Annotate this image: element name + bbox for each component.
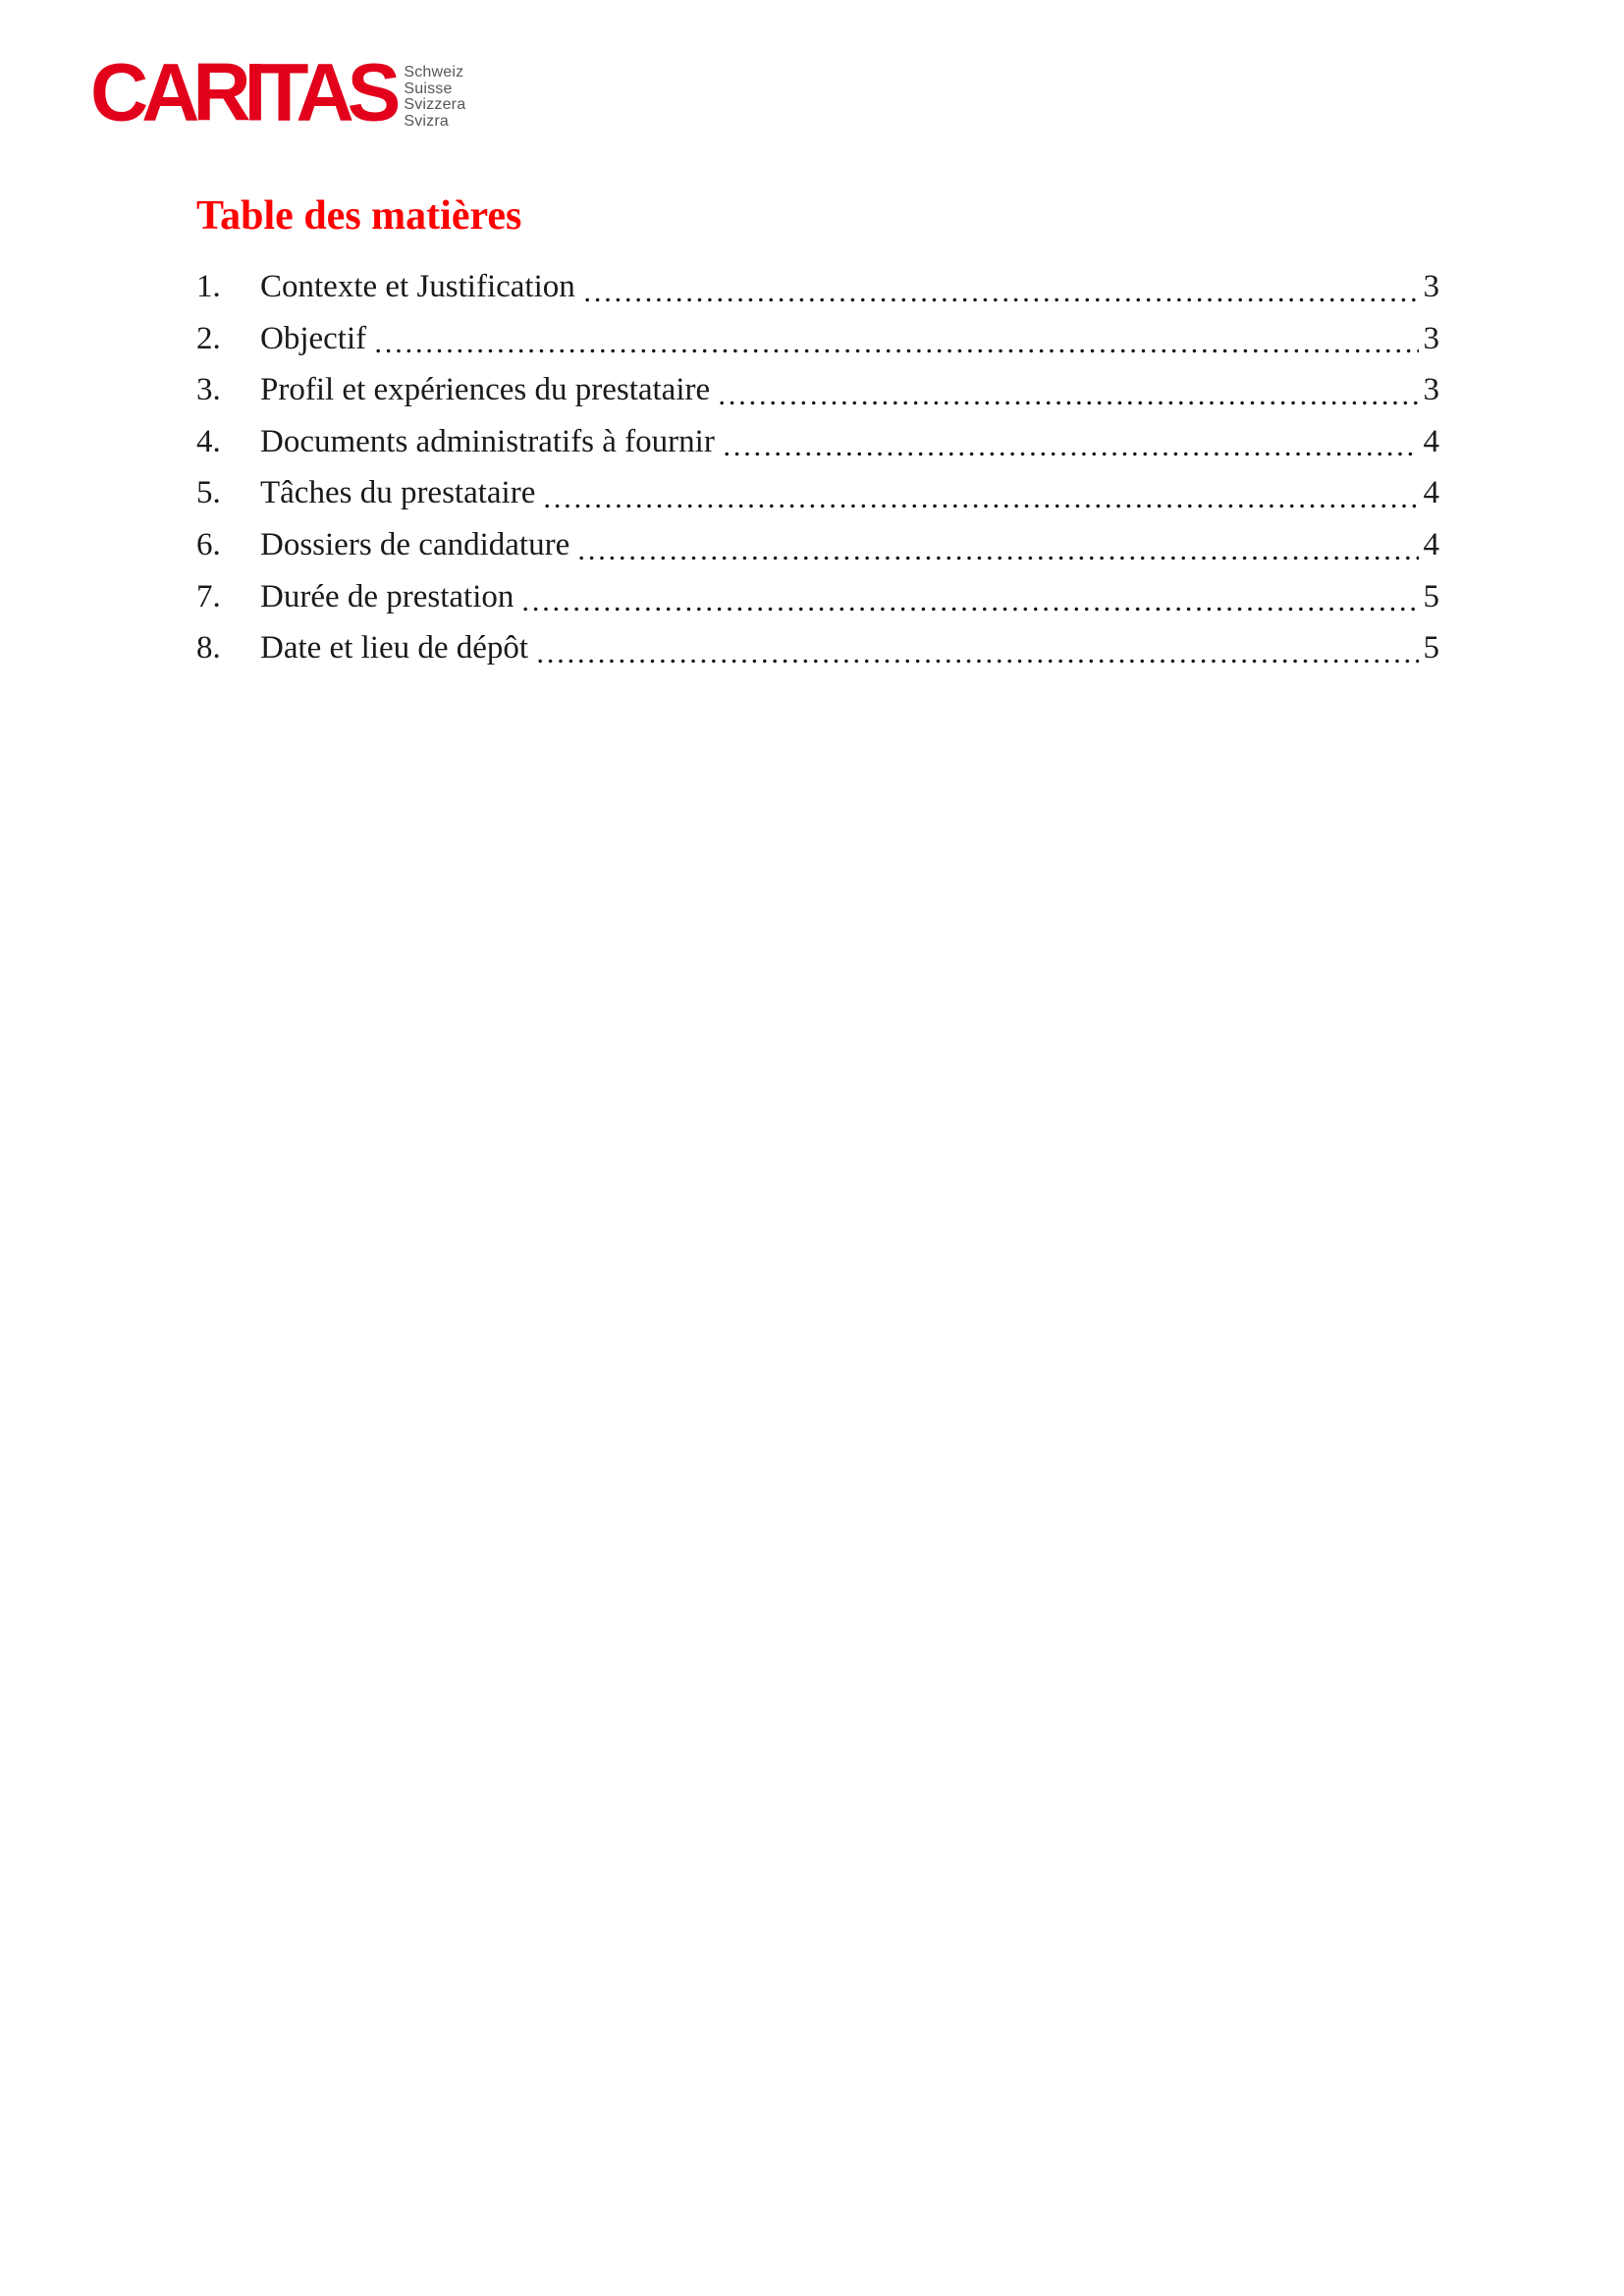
region-line-suisse: Suisse bbox=[404, 80, 453, 97]
toc-dotted-leader bbox=[722, 416, 1419, 468]
toc-entry-number: 2. bbox=[196, 320, 221, 356]
region-line-svizzera: Svizzera bbox=[404, 96, 466, 113]
region-line-svizra: Svizra bbox=[404, 112, 450, 130]
toc-entry-label[interactable]: Documents administratifs à fournir bbox=[260, 423, 715, 459]
toc-dotted-leader bbox=[373, 313, 1418, 365]
region-line-schweiz: Schweiz bbox=[404, 64, 464, 80]
toc-entry-page-number: 4 bbox=[1423, 475, 1439, 511]
toc-entry-number: 3. bbox=[196, 372, 221, 408]
toc-entry-page-number: 4 bbox=[1423, 526, 1439, 562]
toc-entry-page-number: 5 bbox=[1423, 630, 1439, 667]
toc-entry-page-number: 3 bbox=[1423, 320, 1439, 356]
toc-entry-label[interactable]: Tâches du prestataire bbox=[260, 475, 536, 511]
toc-entry[interactable] bbox=[196, 313, 1439, 365]
toc-entry-label[interactable]: Contexte et Justification bbox=[260, 269, 575, 304]
toc-dotted-leader bbox=[542, 467, 1418, 519]
toc-entry-number: 8. bbox=[196, 630, 221, 667]
toc-entry[interactable] bbox=[196, 519, 1439, 571]
toc-dotted-leader bbox=[717, 364, 1418, 416]
caritas-logo bbox=[90, 46, 466, 138]
toc-entry[interactable] bbox=[196, 571, 1439, 623]
toc-list bbox=[196, 261, 1439, 674]
toc-dotted-leader bbox=[582, 261, 1419, 313]
toc-entry[interactable] bbox=[196, 364, 1439, 416]
toc-entry-number: 7. bbox=[196, 578, 221, 614]
toc-entry-page-number: 4 bbox=[1423, 423, 1439, 459]
toc-entry-number: 4. bbox=[196, 423, 221, 459]
toc-entry-number: 1. bbox=[196, 269, 221, 304]
toc-entry[interactable] bbox=[196, 416, 1439, 468]
toc-entry-page-number: 3 bbox=[1423, 269, 1439, 304]
toc-entry-number: 5. bbox=[196, 475, 221, 511]
toc-entry-number: 6. bbox=[196, 526, 221, 562]
toc-entry-label[interactable]: Durée de prestation bbox=[260, 578, 514, 614]
caritas-region-names bbox=[404, 57, 465, 130]
toc-entry-page-number: 3 bbox=[1423, 372, 1439, 408]
toc-dotted-leader bbox=[535, 622, 1418, 674]
toc-entry[interactable] bbox=[196, 261, 1439, 313]
toc-title: Table des matières bbox=[196, 193, 522, 239]
toc-entry-label[interactable]: Date et lieu de dépôt bbox=[260, 630, 529, 667]
toc-dotted-leader bbox=[576, 519, 1418, 571]
toc-entry[interactable] bbox=[196, 467, 1439, 519]
toc-entry[interactable] bbox=[196, 622, 1439, 674]
toc-entry-page-number: 5 bbox=[1423, 578, 1439, 614]
toc-dotted-leader bbox=[520, 571, 1418, 623]
toc-entry-label[interactable]: Objectif bbox=[260, 320, 367, 356]
toc-entry-label[interactable]: Profil et expériences du prestataire bbox=[260, 372, 711, 408]
toc-entry-label[interactable]: Dossiers de candidature bbox=[260, 526, 570, 562]
caritas-wordmark: CARITAS bbox=[90, 46, 395, 138]
